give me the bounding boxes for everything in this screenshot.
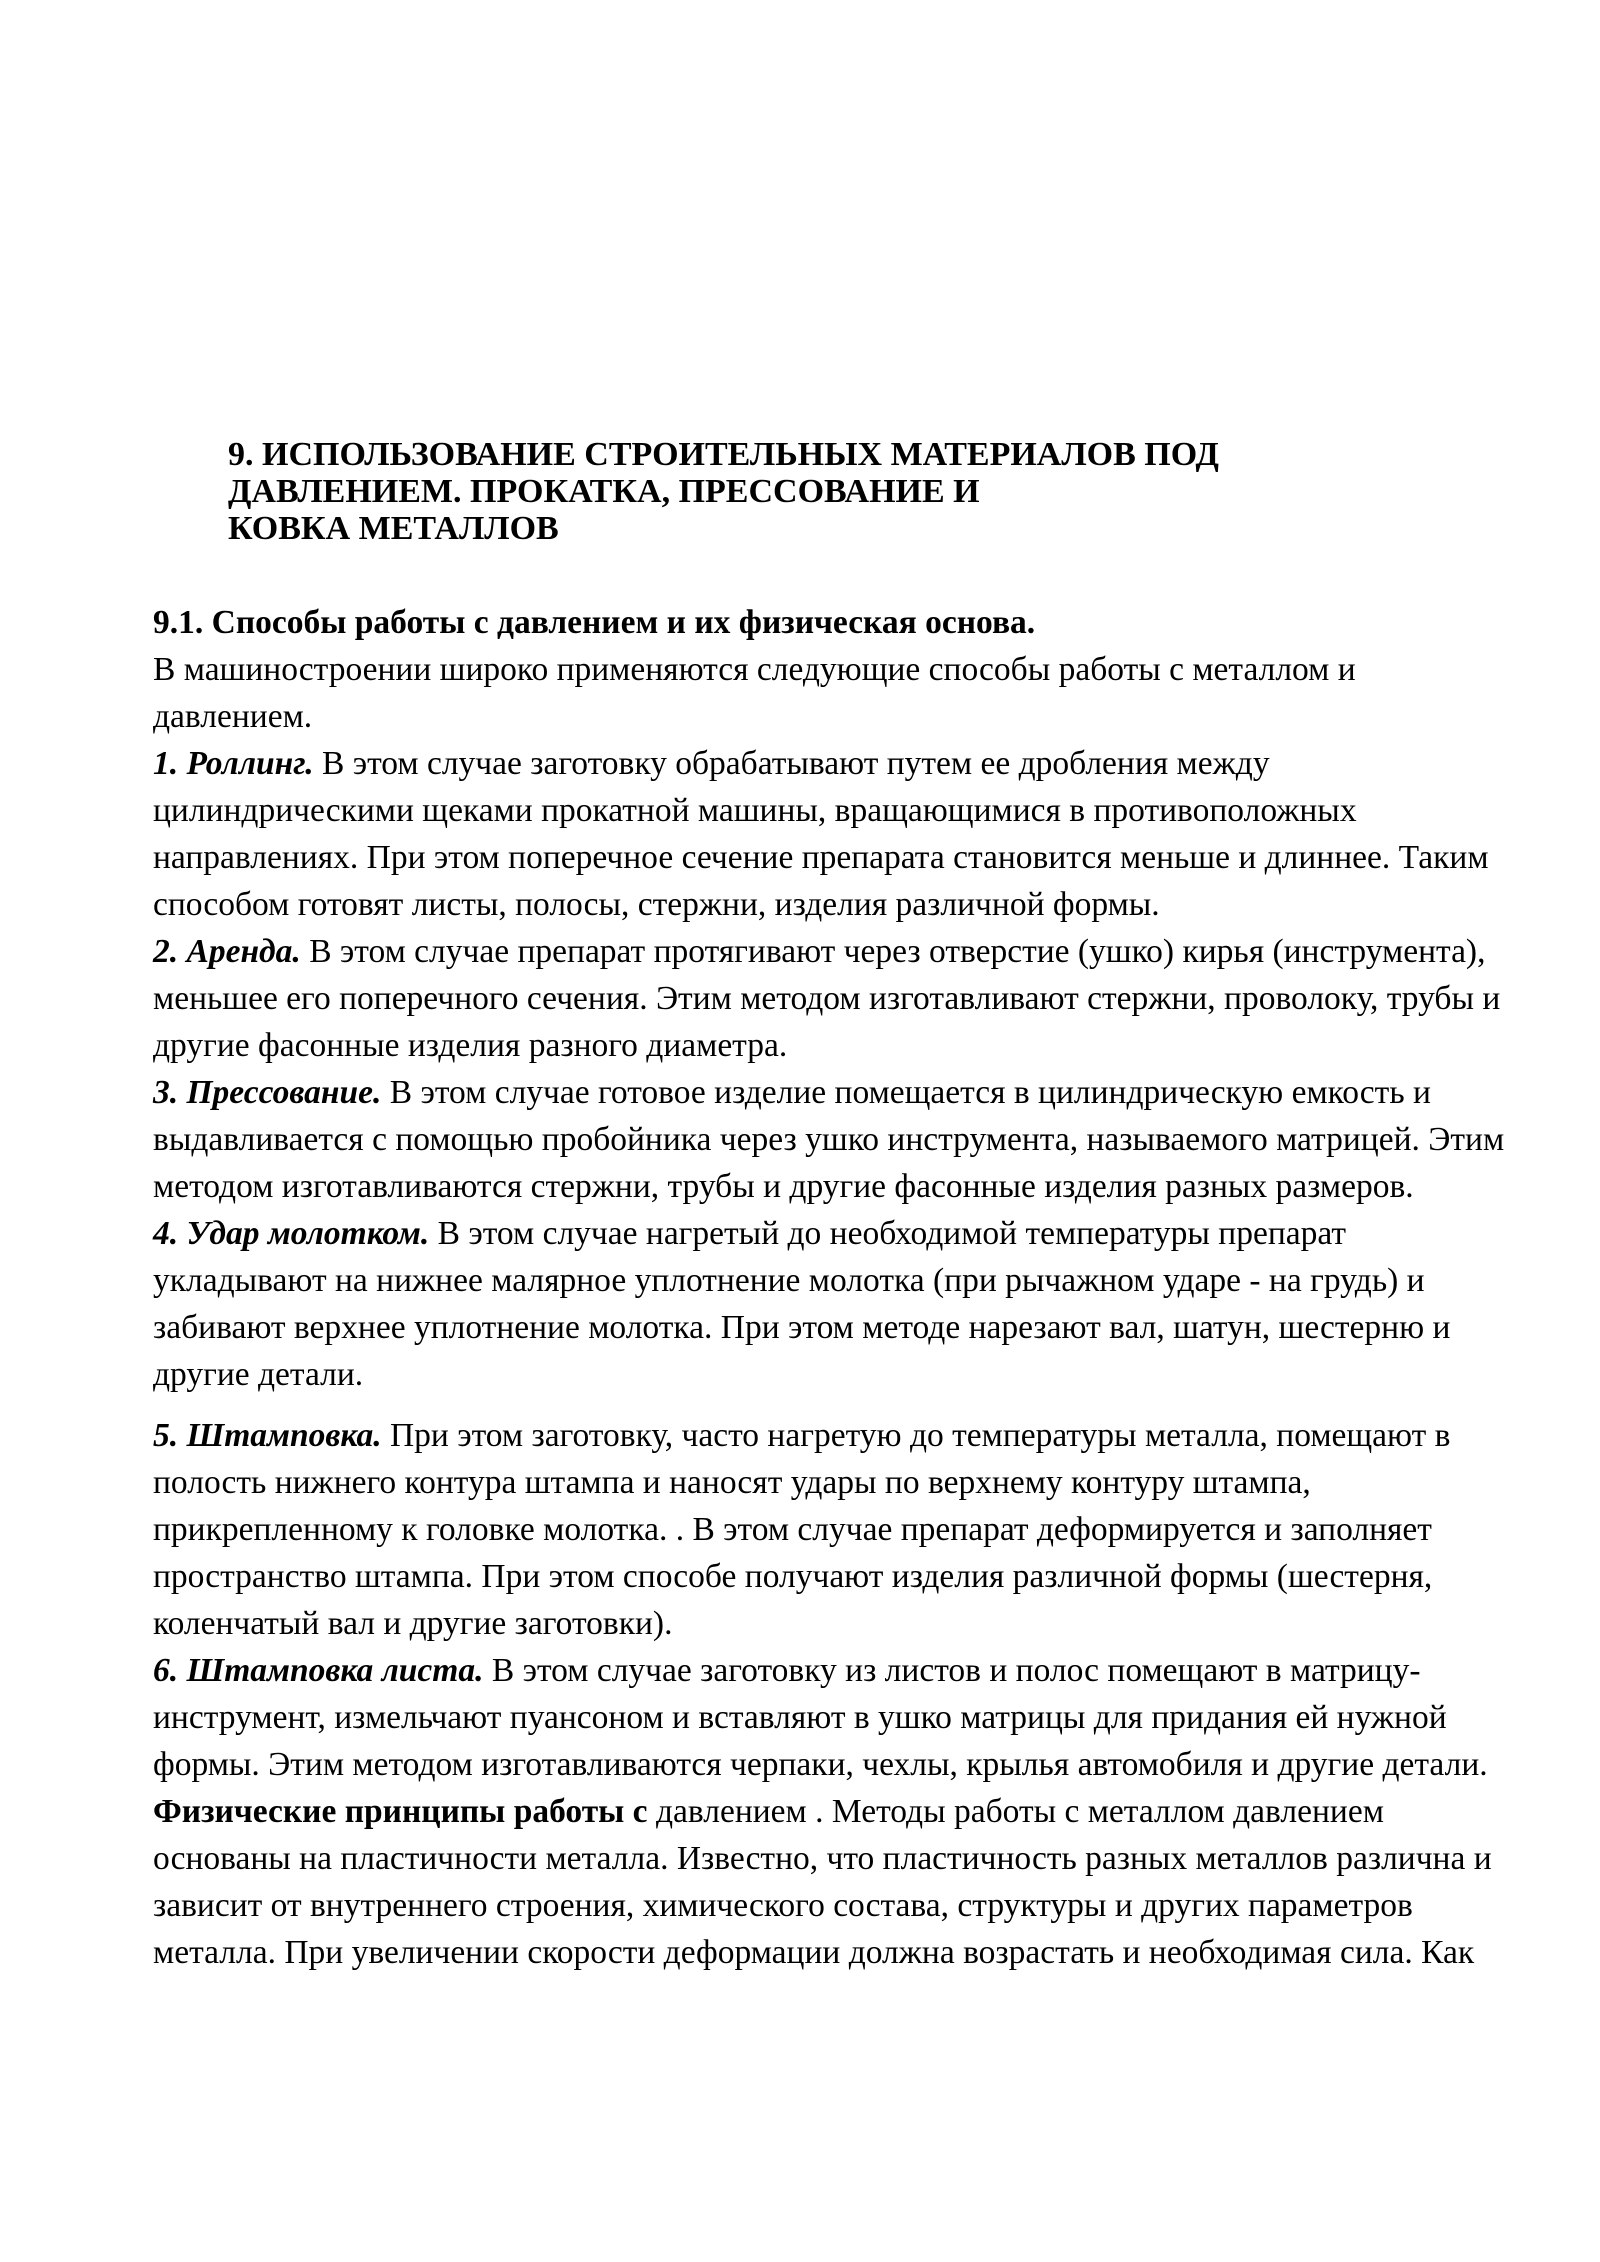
item-text: При этом заготовку, часто нагретую до температуры металла, помещают в полость нижнего контура штампа и наносят удары по верхнему контуру штампа, прикрепленному к головке молотка. . В этом случае препарат деформируется и заполняет пространство штампа. При этом способе получают изделия различной формы (шестерня, коленчатый вал и другие заготовки).	[153, 1417, 1451, 1642]
item-text: В этом случае заготовку обрабатывают путем ее дробления между цилиндрическими щеками прокатной машины, вращающимися в противоположных направлениях. При этом поперечное сечение препарата становится меньше и длиннее. Таким способом готовят листы, полосы, стержни, изделия различной формы.	[153, 745, 1489, 923]
item-term: 3. Прессование.	[153, 1074, 382, 1111]
list-item	[153, 1647, 1508, 1976]
chapter-heading-line-3: КОВКА МЕТАЛЛОВ	[228, 510, 559, 547]
chapter-heading-line-1: 9. ИСПОЛЬЗОВАНИЕ СТРОИТЕЛЬНЫХ МАТЕРИАЛОВ ПОД	[228, 436, 1219, 473]
item-term: 6. Штамповка листа.	[153, 1652, 484, 1689]
chapter-heading-line-2: ДАВЛЕНИЕМ. ПРОКАТКА, ПРЕССОВАНИЕ И	[228, 473, 980, 510]
chapter-heading	[228, 436, 1428, 547]
document-body	[153, 599, 1508, 1976]
list-item	[153, 1210, 1508, 1398]
list-item	[153, 1412, 1508, 1647]
item-term: 2. Аренда.	[153, 933, 301, 970]
list-item	[153, 928, 1508, 1069]
section-title: 9.1. Способы работы с давлением и их физическая основа.	[153, 604, 1036, 641]
item-text: В этом случае готовое изделие помещается в цилиндрическую емкость и выдавливается с помощью пробойника через ушко инструмента, называемого матрицей. Этим методом изготавливаются стержни, трубы и другие фасонные изделия разных размеров.	[153, 1074, 1505, 1205]
item-text: В этом случае заготовку из листов и полос помещают в матрицу-инструмент, измельчают пуансоном и вставляют в ушко матрицы для придания ей нужной формы. Этим методом изготавливаются черпаки, чехлы, крылья автомобиля и другие детали.	[153, 1652, 1488, 1783]
item-term: 1. Роллинг.	[153, 745, 314, 782]
list-item	[153, 1069, 1508, 1210]
physical-principles-text: давлением . Методы работы с металлом давлением основаны на пластичности металла. Известно, что пластичность разных металлов различна и зависит от внутреннего строения, химического состава, структуры и других параметров металла. При увеличении скорости деформации должна возрастать и необходимая сила. Как	[153, 1793, 1492, 1971]
item-text: В этом случае нагретый до необходимой температуры препарат укладывают на нижнее малярное уплотнение молотка (при рычажном ударе - на грудь) и забивают верхнее уплотнение молотка. При этом методе нарезают вал, шатун, шестерню и другие детали.	[153, 1215, 1451, 1393]
item-text: В этом случае препарат протягивают через отверстие (ушко) кирья (инструмента), меньшее его поперечного сечения. Этим методом изготавливают стержни, проволоку, трубы и другие фасонные изделия разного диаметра.	[153, 933, 1501, 1064]
item-term: 5. Штамповка.	[153, 1417, 382, 1454]
intro-paragraph: В машиностроении широко применяются следующие способы работы с металлом и давлением.	[153, 651, 1356, 735]
physical-principles-heading: Физические принципы работы с	[153, 1793, 648, 1830]
list-item	[153, 740, 1508, 928]
item-term: 4. Удар молотком.	[153, 1215, 430, 1252]
